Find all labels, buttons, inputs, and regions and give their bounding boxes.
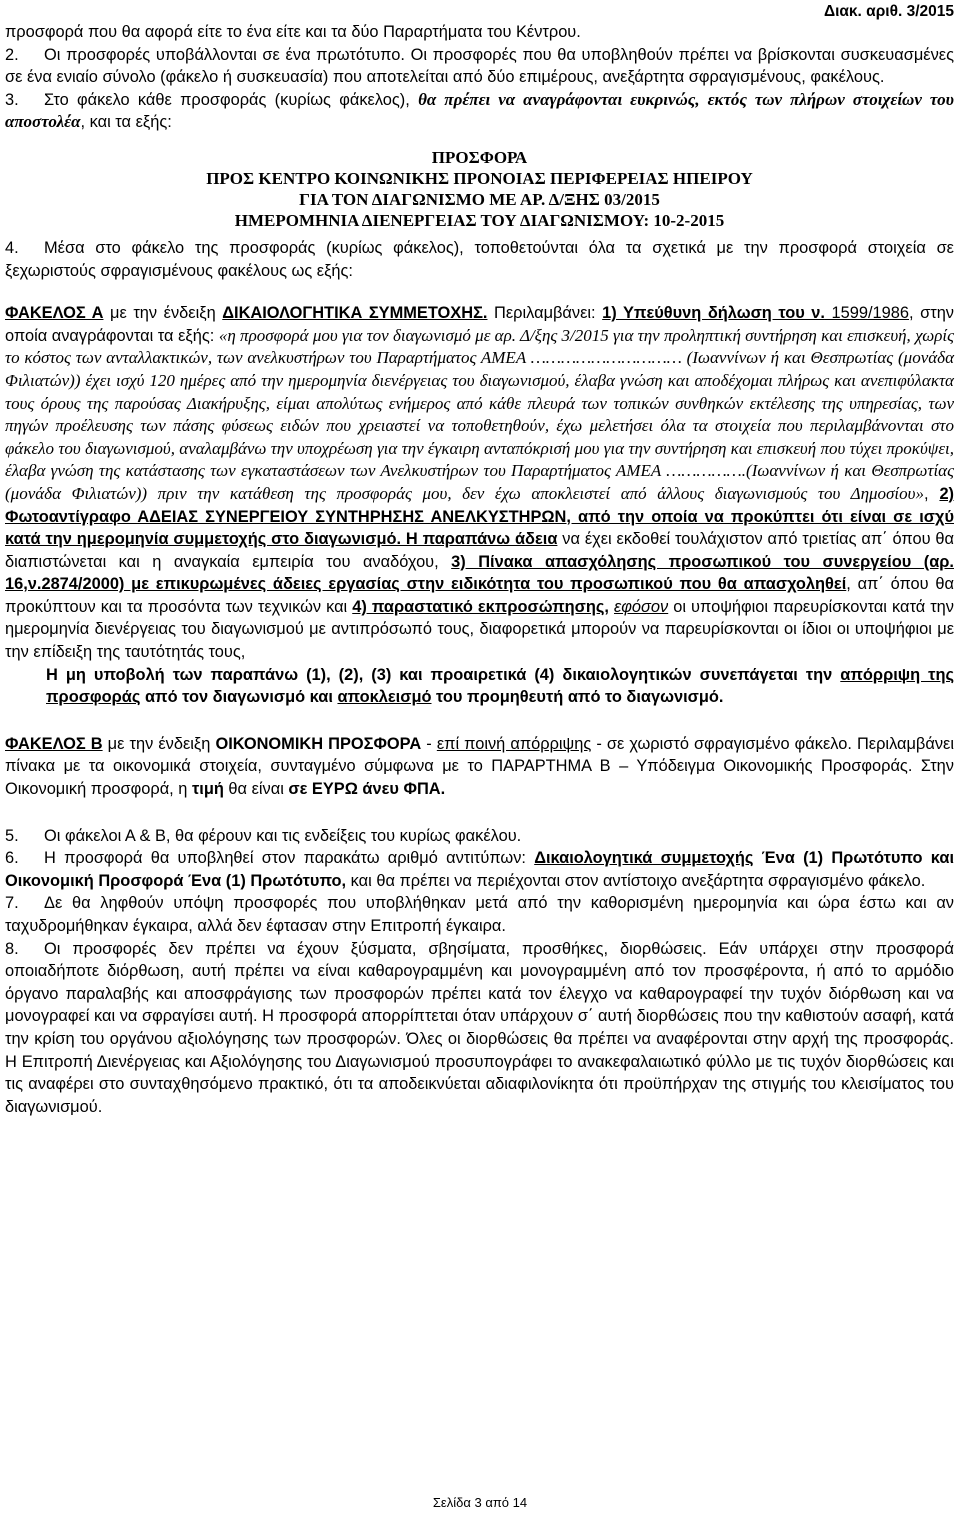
- warning-text: από τον διαγωνισμό και: [140, 688, 338, 707]
- item-number: 2.: [5, 45, 19, 64]
- envelope-a-text: , στην οποία αναγράφονται τα εξής:: [5, 304, 955, 345]
- paragraph-3: [5, 89, 954, 134]
- document-body: [5, 21, 954, 1118]
- envelope-b-text: - σε χωριστό σφραγισμένο φάκελο. Περιλαμβάνει πίνακα με τα οικονομικά στοιχεία, συνταγμένο σύμφωνα με το ΠΑΡΑΡΤΗΜΑ Β – Υπόδειγμα Οικονομικής Προσφοράς. Στην Οικονομική προσφορά, η: [5, 734, 954, 799]
- envelope-b-penalty: επί ποινή απόρριψης: [436, 734, 592, 753]
- envelope-a-title: ΔΙΚΑΙΟΛΟΓΗΤΙΚΑ ΣΥΜΜΕΤΟΧΗΣ.: [222, 304, 488, 323]
- paragraph-emphasis: Ένα (1) Πρωτότυπο και Οικονομική Προσφορά Ένα (1) Πρωτότυπο,: [5, 849, 955, 890]
- declaration-quote: «η προσφορά μου για τον διαγωνισμό με αρ. Δ/ξης 3/2015 για την προληπτική συντήρηση και επισκευή, χωρίς το κόστος των ανταλλακτικών, των ανελκυστήρων του Παραρτήματος ΑΜΕΑ ………………………… (Ιωαννίνων ή και Θεσπρωτίας (μονάδα Φιλιατών)) έχει ισχύ 120 ημέρες από την ημερομηνία διενέργειας του διαγωνισμού, έλαβα γνώση και αποδέχομαι πλήρως και ανεπιφύλακτα τους όρους της παρούσας Διακήρυξης, είμαι απολύτως ενήμερος από κάθε πλευρά των τοπικών συνθηκών εκτέλεσης της υπηρεσίας, των πηγών προέλευσης των πάσης φύσεως ειδών που χρειαστεί να τοποθετηθούν, έχω μελετήσει όλα τα στοιχεία που περιλαμβάνονται στο φάκελο του διαγωνισμού, αναλαμβάνω την υποχρέωση για την έγκαιρη ανταπόκρισή μου για την συντήρηση και επισκευή που τύχει προκύψει, έλαβα γνώση της κατάστασης των εγκαταστάσεων των Ανελκυστήρων του Παραρτήματος ΑΜΕΑ …………….(Ιωαννίνων ή και Θεσπρωτίας (μονάδα Φιλιατών)) πριν την κατάθεση της προσφοράς μου, δεν έχω αποκλειστεί από άλλους διαγωνισμούς του Δημοσίου»: [5, 325, 954, 503]
- envelope-a-text: να έχει εκδοθεί τουλάχιστον από τριετίας απ΄ όπου θα διαπιστώνεται και η αναγκαία εμπειρία του αναδόχου,: [5, 530, 954, 571]
- paragraph-4: [5, 237, 954, 282]
- paragraph-emphasis: θα πρέπει να αναγράφονται ευκρινώς, εκτός των πλήρων στοιχείων του αποστολέα: [5, 89, 954, 132]
- envelope-b-label: ΦΑΚΕΛΟΣ Β: [5, 734, 103, 753]
- item-number: 6.: [5, 849, 19, 868]
- offer-tender: ΓΙΑ ΤΟΝ ΔΙΑΓΩΝΙΣΜΟ ΜΕ ΑΡ. Δ/ΞΗΣ 03/2015: [299, 189, 660, 209]
- item-number: 5.: [5, 826, 19, 845]
- paragraph-text: Οι προσφορές υποβάλλονται σε ένα πρωτότυπο. Οι προσφορές που θα υποβληθούν πρέπει να βρίσκονται συσκευασμένες σε ένα ενιαίο σύνολο (φάκελο ή συσκευασία) που αποτελείται από δύο επιμέρους, ανεξάρτητα σφραγισμένους, φακέλους.: [5, 45, 954, 87]
- envelope-b-title: ΟΙΚΟΝΟΜΙΚΗ ΠΡΟΣΦΟΡΑ: [215, 734, 422, 753]
- offer-recipient: ΠΡΟΣ ΚΕΝΤΡΟ ΚΟΙΝΩΝΙΚΗΣ ΠΡΟΝΟΙΑΣ ΠΕΡΙΦΕΡΕΙΑΣ ΗΠΕΙΡΟΥ: [206, 168, 753, 188]
- paragraph-emphasis: Δικαιολογητικά συμμετοχής: [534, 849, 754, 868]
- paragraph-text: και θα πρέπει να περιέχονται στον αντίστοιχο ανεξάρτητα σφραγισμένο φάκελο.: [346, 871, 926, 890]
- paragraph-continuation: [5, 21, 954, 44]
- envelope-a-label: ΦΑΚΕΛΟΣ Α: [5, 304, 104, 323]
- item-number: 7.: [5, 894, 19, 913]
- envelope-b: [5, 733, 954, 801]
- envelope-a-item1: 1) Υπεύθυνη δήλωση του ν.: [602, 304, 825, 323]
- paragraph-text: Οι φάκελοι Α & Β, θα φέρουν και τις ενδείξεις του κυρίως φακέλου.: [44, 826, 522, 845]
- paragraph-text: Οι προσφορές δεν πρέπει να έχουν ξύσματα, σβησίματα, προσθήκες, διορθώσεις. Εάν υπάρχει στην προσφορά οποιαδήποτε διόρθωση, αυτή πρέπει να είναι καθαρογραμμένη και μονογραμμένη από τον προσφέροντα, ή από το αρμόδιο όργανο παραλαβής και αποσφράγισης των προσφορών πρέπει κατά τον έλεγχο να καθαρογραφεί την τυχόν διόρθωση και να μονογραφεί και να σφραγίσει αυτή. Η προσφορά απορρίπτεται όταν υπάρχουν σ΄ αυτή διορθώσεις που την καθιστούν ασαφή, κατά την κρίση του οργάνου αξιολόγησης των προσφορών. Όλες οι διορθώσεις θα πρέπει να αναφέρονται στην αρχή της προσφοράς. Η Επιτροπή Διενέργειας και Αξιολόγησης του Διαγωνισμού προσυπογράφει το ανακεφαλαιωτικό φύλλο με τις τυχόν διορθώσεις και τις αναφέρει στο συνταχθησόμενο πρακτικό, ότι τα αποδεικνύεται αδιαφιλονίκητα ότι προϋπήρχαν της στιγμής του κλεισίματος του διαγωνισμού.: [5, 939, 954, 1116]
- paragraph-text: Στο φάκελο κάθε προσφοράς (κυρίως φάκελος),: [44, 90, 410, 109]
- paragraph-text: Η προσφορά θα υποβληθεί στον παρακάτω αριθμό αντιτύπων:: [44, 849, 535, 868]
- envelope-a-warning: [5, 664, 954, 709]
- document-reference: Διακ. αριθ. 3/2015: [823, 3, 954, 20]
- warning-text: του προμηθευτή από το διαγωνισμό.: [431, 688, 724, 707]
- offer-label-block: [5, 147, 954, 231]
- paragraph-7: [5, 892, 954, 937]
- envelope-a-text: , απ΄ όπου θα προκύπτουν και τα προσόντα των τεχνικών και: [5, 575, 954, 616]
- paragraph-8: [5, 938, 954, 1119]
- item-number: 8.: [5, 939, 19, 958]
- envelope-a-text: οι υποψήφιοι παρευρίσκονται κατά την ημερομηνία διενέργειας του διαγωνισμού με αντιπρόσωπό τους, διαφορετικά μπορούν να παρευρίσκονται οι ίδιοι οι υποψήφιοι με την επίδειξη της ταυτότητάς τους,: [5, 597, 954, 662]
- paragraph-text: Μέσα στο φάκελο της προσφοράς (κυρίως φάκελος), τοποθετούνται όλα τα σχετικά με την προσφορά στοιχεία σε ξεχωριστούς σφραγισμένους φακέλους ως εξής:: [5, 238, 954, 280]
- paragraph-text: προσφορά που θα αφορά είτε το ένα είτε και τα δύο Παραρτήματα του Κέντρου.: [5, 23, 581, 41]
- envelope-a-text: Περιλαμβάνει:: [487, 304, 603, 323]
- paragraph-6: [5, 847, 954, 892]
- warning-rejection: απόρριψη της προσφοράς: [46, 665, 954, 707]
- envelope-a-law: 1599/1986: [824, 304, 909, 323]
- paragraph-2: [5, 44, 954, 89]
- page-number: Σελίδα 3 από 14: [432, 1495, 528, 1510]
- envelope-a-item2: 2) Φωτοαντίγραφο ΑΔΕΙΑΣ ΣΥΝΕΡΓΕΙΟΥ ΣΥΝΤΗΡΗΣΗΣ ΑΝΕΛΚΥΣΤΗΡΩΝ, από την οποία να προκύπτει ότι είναι σε ισχύ κατά την ημερομηνία συμμετοχής στο διαγωνισμό. Η παραπάνω άδεια: [5, 484, 955, 549]
- envelope-b-text: θα είναι: [223, 780, 289, 799]
- paragraph-text: Δε θα ληφθούν υπόψη προσφορές που υποβλήθηκαν μετά από την καθορισμένη ημερομηνία και ώρα έστω και αν ταχυδρομήθηκαν έγκαιρα, αλλά δεν έφτασαν στην Επιτροπή έγκαιρα.: [5, 894, 954, 935]
- offer-date: ΗΜΕΡΟΜΗΝΙΑ ΔΙΕΝΕΡΓΕΙΑΣ ΤΟΥ ΔΙΑΓΩΝΙΣΜΟΥ: 10-2-2015: [234, 210, 725, 230]
- envelope-b-price: τιμή: [191, 780, 224, 799]
- envelope-a-text: με την ένδειξη: [103, 304, 223, 323]
- envelope-a-text: ,: [923, 484, 940, 503]
- paragraph-text: , και τα εξής:: [80, 113, 172, 132]
- envelope-a-item3: 3) Πίνακα απασχόλησης προσωπικού του συνεργείου (αρ. 16,ν.2874/2000) με επικυρωμένες άδειες εργασίας στην ειδικότητα του προσωπικού που θα απασχοληθεί: [5, 552, 954, 594]
- envelope-a-item4: 4) παραστατικό εκπροσώπησης,: [352, 597, 609, 616]
- offer-title: ΠΡΟΣΦΟΡΑ: [431, 147, 528, 167]
- envelope-b-text: με την ένδειξη: [102, 734, 216, 753]
- warning-text: Η μη υποβολή των παραπάνω (1), (2), (3) και προαιρετικά (4) δικαιολογητικών συνεπάγεται την: [46, 665, 841, 684]
- envelope-a-condition: εφόσον: [614, 597, 669, 616]
- item-number: 4.: [5, 238, 19, 257]
- warning-exclusion: αποκλεισμό: [337, 688, 432, 707]
- envelope-b-text: -: [421, 734, 437, 753]
- envelope-a: [5, 302, 954, 664]
- item-number: 3.: [5, 90, 19, 109]
- paragraph-5: [5, 825, 954, 848]
- envelope-b-currency: σε ΕΥΡΩ άνευ ΦΠΑ.: [288, 780, 446, 799]
